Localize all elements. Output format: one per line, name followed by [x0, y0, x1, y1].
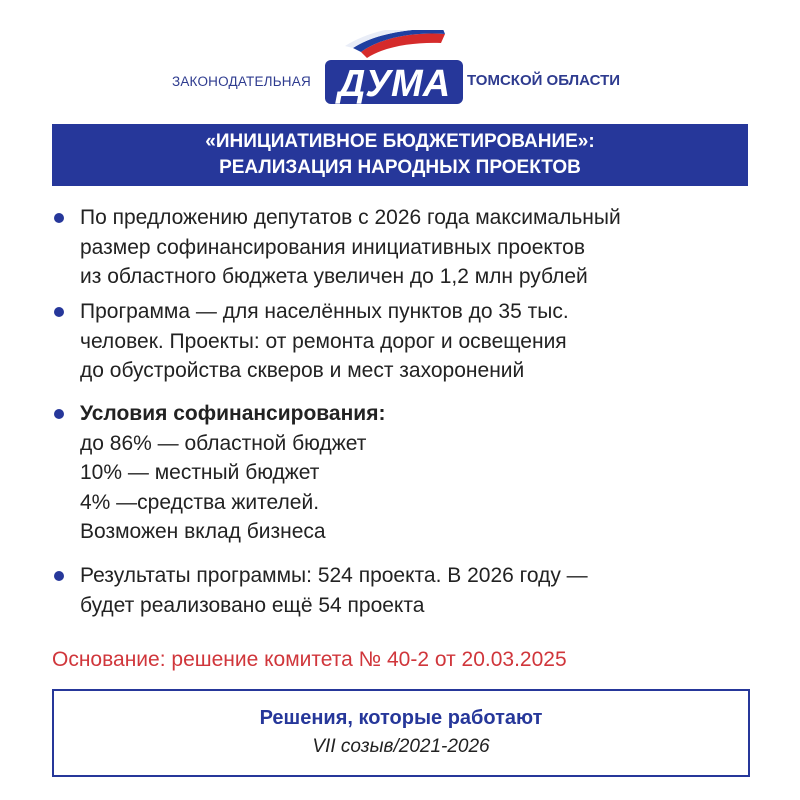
title-line-1: «ИНИЦИАТИВНОЕ БЮДЖЕТИРОВАНИЕ»: — [205, 131, 595, 152]
bullet-line: 10% — местный бюджет — [80, 461, 320, 484]
bullet-dot-icon — [54, 213, 64, 223]
bullet-item — [52, 297, 569, 386]
basis-note: Основание: решение комитета № 40-2 от 20.03.2025 — [52, 648, 567, 671]
bullet-line: Возможен вклад бизнеса — [80, 520, 326, 543]
bullet-line: размер софинансирования инициативных проектов — [80, 235, 586, 259]
bullet-line: из областного бюджета увеличен до 1,2 млн рублей — [80, 265, 588, 288]
header — [0, 30, 800, 110]
footer-subtitle: VII созыв/2021-2026 — [312, 736, 490, 757]
logo-text: ДУМА — [337, 63, 451, 105]
bullet-dot-icon — [54, 409, 64, 419]
bullet-line: Программа — для населённых пунктов до 35 тыс. — [80, 300, 569, 323]
header-right-text: ТОМСКОЙ ОБЛАСТИ — [467, 72, 621, 89]
bullet-line: 4% —средства жителей. — [80, 490, 320, 514]
bullet-item — [52, 203, 621, 292]
title-banner — [52, 124, 748, 186]
bullet-line: до 86% — областной бюджет — [80, 431, 367, 455]
bullet-line: человек. Проекты: от ремонта дорог и освещения — [80, 329, 567, 353]
title-line-2: РЕАЛИЗАЦИЯ НАРОДНЫХ ПРОЕКТОВ — [219, 157, 581, 178]
bullet-item — [52, 561, 588, 620]
duma-logo — [323, 30, 465, 108]
bullet-item — [52, 399, 385, 547]
bullet-dot-icon — [54, 307, 64, 317]
bullet-line: Результаты программы: 524 проекта. В 2026 году — — [80, 564, 588, 587]
bullet-line: до обустройства скверов и мест захоронений — [80, 359, 525, 382]
bullet-line: По предложению депутатов с 2026 года максимальный — [80, 206, 621, 229]
footer-title: Решения, которые работают — [259, 707, 543, 729]
header-left-text: ЗАКОНОДАТЕЛЬНАЯ — [172, 74, 311, 89]
bullet-line: будет реализовано ещё 54 проекта — [80, 593, 425, 617]
footer-box — [52, 689, 750, 777]
bullet-dot-icon — [54, 571, 64, 581]
bullet-heading: Условия софинансирования: — [80, 402, 386, 425]
